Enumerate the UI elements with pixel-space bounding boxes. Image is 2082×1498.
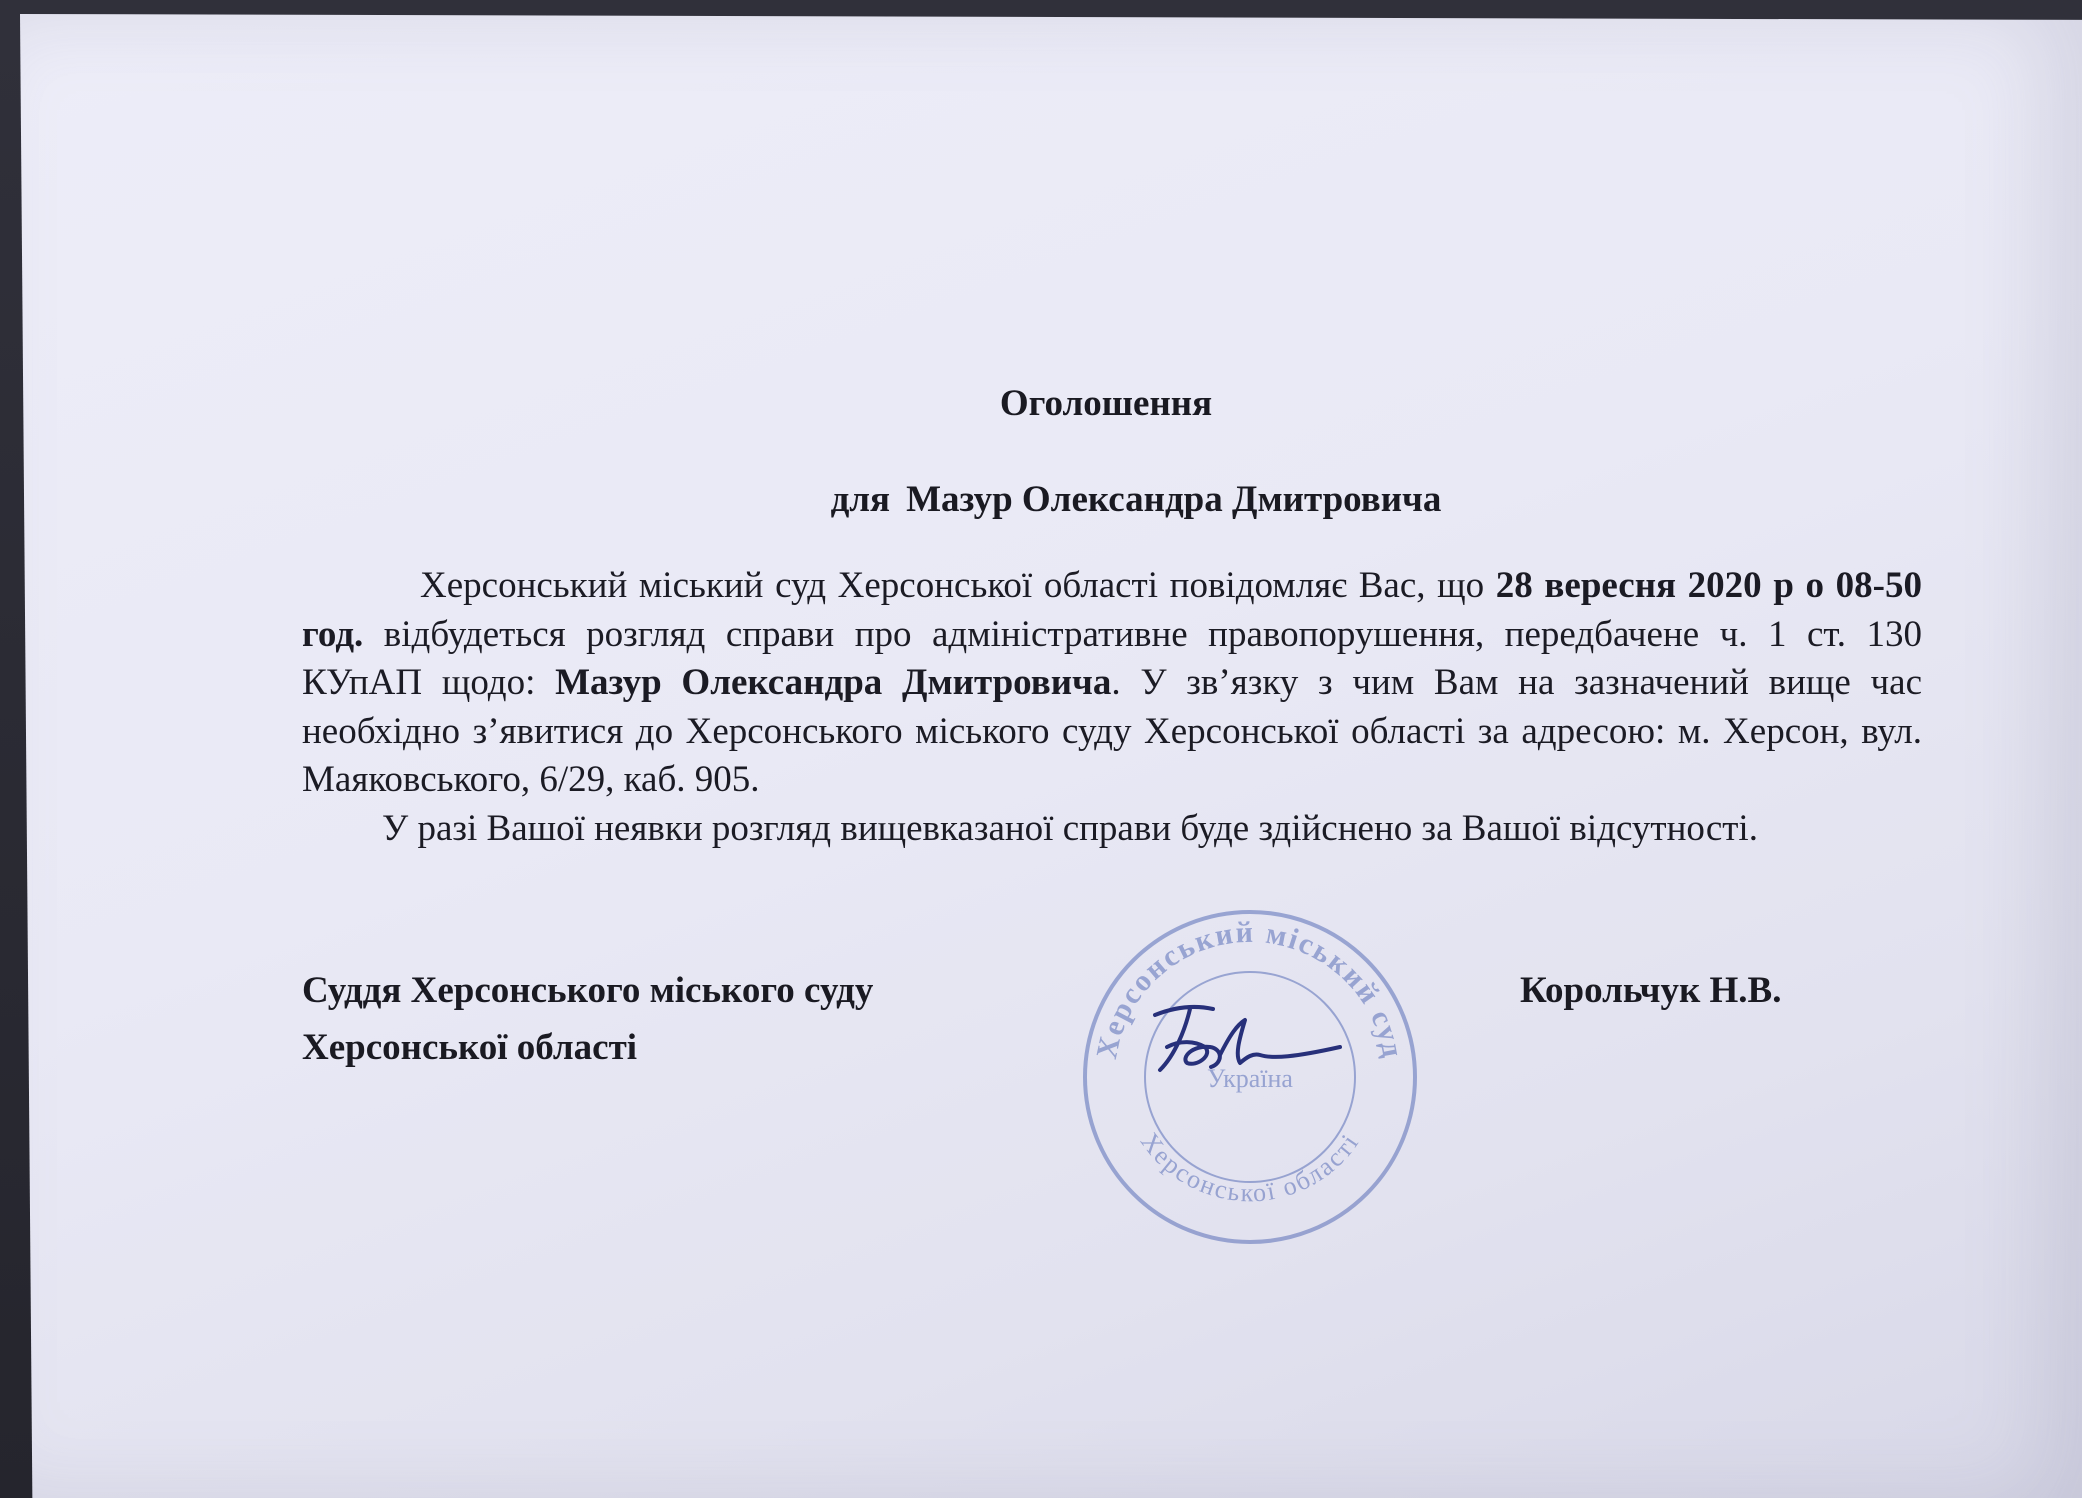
judge-position-line-1: Суддя Херсонського міського суду xyxy=(302,970,874,1011)
notice-body xyxy=(302,562,1922,853)
judge-position xyxy=(302,962,873,1076)
paragraph-1-text-end: . У зв’язку з чим Вам на зазначений вище час необхідно з’явитися до Херсонського міського суду Херсонської області за адресою: м. Херсон, вул. Маяковського, 6/29, каб. 905. xyxy=(302,662,1922,800)
paragraph-1-text-start: Херсонський міський суд Херсонської області повідомляє Вас, що xyxy=(420,565,1496,606)
defendant-name: Мазур Олександра Дмитровича xyxy=(555,662,1112,703)
handwritten-signature xyxy=(1135,985,1350,1095)
stamp-text-center: Україна xyxy=(1207,1064,1293,1093)
addressee-name: Мазур Олександра Дмитровича xyxy=(906,479,1442,520)
hearing-datetime: 28 вересня 2020 р о 08-50 год. xyxy=(302,565,1922,655)
notice-paragraph-2: У разі Вашої неявки розгляд вищевказаної справи буде здійснено за Вашої відсутності. xyxy=(382,807,1758,849)
addressee-prefix: для xyxy=(830,479,891,520)
document-title: Оголошення xyxy=(999,383,1213,424)
notice-paragraph-1 xyxy=(302,562,1922,805)
addressee-line xyxy=(0,478,2082,521)
stamp-text-bottom: Херсонської області xyxy=(1134,1127,1365,1208)
stamp-text-top: Херсонський міський суд xyxy=(1090,915,1410,1062)
judge-name: Корольчук Н.В. xyxy=(1520,970,1782,1011)
paragraph-1-text-middle: відбудеться розгляд справи про адміністративне правопорушення, передбачене ч. 1 ст. 130 КУпАП щодо: xyxy=(302,613,1922,703)
judge-position-line-2: Херсонської області xyxy=(302,1027,638,1068)
